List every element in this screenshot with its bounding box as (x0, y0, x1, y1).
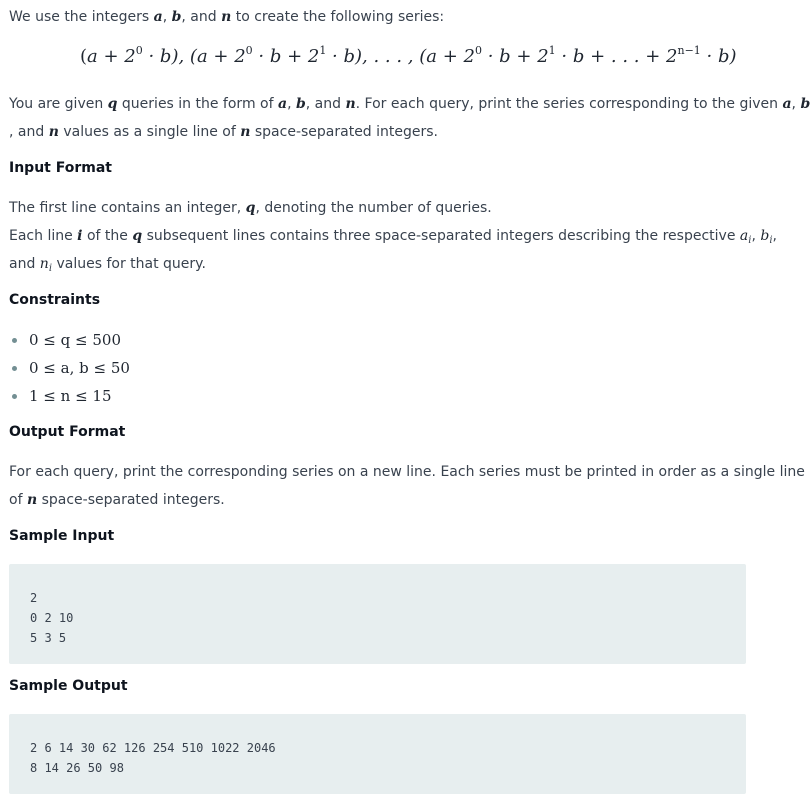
subscript-i: i (769, 235, 773, 246)
input-format-line3 (9, 254, 206, 279)
intro-text-before: We use the integers (9, 9, 154, 25)
var-i: i (77, 228, 83, 244)
var-q: q (107, 96, 118, 112)
text: , (791, 96, 801, 112)
constraint-item: 0 ≤ a, b ≤ 50 (9, 354, 130, 382)
formula-exponent: 1 (548, 44, 556, 57)
intro-comma: , (162, 9, 172, 25)
var-a: a (277, 96, 288, 112)
queries-paragraph-line2 (9, 122, 438, 142)
text: queries in the form of (117, 96, 278, 112)
formula-part: a + 2 (426, 46, 475, 67)
code-line: 2 (30, 591, 38, 605)
text: , (287, 96, 296, 112)
text: and (9, 256, 40, 272)
var-b-i: b (760, 228, 770, 244)
text: values as a single line of (58, 124, 241, 140)
text: space-separated integers. (250, 124, 439, 140)
var-a: a (782, 96, 792, 112)
text: values for that query. (52, 256, 206, 272)
intro-and: , and (181, 9, 222, 25)
formula-part: ( (80, 46, 88, 67)
var-q: q (245, 200, 256, 216)
var-q: q (132, 228, 143, 244)
sample-input-heading: Sample Input (9, 528, 115, 544)
series-formula (80, 44, 737, 67)
sample-output-heading: Sample Output (9, 678, 128, 694)
text: , and (9, 124, 49, 140)
text: Each line (9, 228, 78, 244)
var-b: b (171, 9, 182, 25)
text: . For each query, print the series corresponding to the given (355, 96, 783, 112)
formula-part: · b + . . . + 2 (555, 46, 678, 67)
var-a: a (153, 9, 163, 25)
text: subsequent lines contains three space-separated integers describing the respective (142, 228, 740, 244)
input-format-heading: Input Format (9, 160, 112, 176)
code-line: 8 14 26 50 98 (30, 761, 124, 775)
code-line: 5 3 5 (30, 631, 67, 645)
intro-text (9, 7, 444, 27)
subscript-i: i (48, 263, 53, 274)
var-n: n (221, 9, 232, 25)
var-n: n (48, 124, 59, 140)
text: space-separated integers. (37, 492, 225, 508)
input-format-line1 (9, 198, 492, 218)
formula-exponent: 0 (135, 44, 143, 57)
formula-part: · b + 2 (252, 46, 320, 67)
var-n: n (26, 492, 38, 508)
var-n: n (345, 96, 356, 112)
formula-exponent: 0 (245, 44, 253, 57)
text: , (772, 228, 777, 244)
text: of the (82, 228, 133, 244)
sample-output-block (9, 714, 746, 794)
formula-exponent: 0 (475, 44, 482, 57)
output-format-line1: For each query, print the corresponding series on a new line. Each series must be printed in order as a single line (9, 464, 805, 480)
text: , (751, 228, 761, 244)
formula-part: · b), ( (142, 46, 197, 67)
formula-part: a + 2 (196, 46, 246, 67)
formula-part: a + 2 (87, 46, 136, 67)
formula-part: · b), . . . , ( (326, 46, 427, 67)
constraints-heading: Constraints (9, 292, 101, 308)
text: , denoting the number of queries. (255, 200, 492, 216)
constraint-item: 1 ≤ n ≤ 15 (9, 382, 130, 410)
subscript-i: i (748, 235, 752, 246)
code-line: 2 6 14 30 62 126 254 510 1022 2046 (30, 741, 276, 755)
var-n-i: n (39, 256, 49, 272)
intro-text-after: to create the following series: (231, 9, 445, 25)
queries-paragraph-line1 (9, 94, 810, 114)
text: , and (305, 96, 346, 112)
var-n: n (240, 124, 251, 140)
output-format-line2 (9, 490, 225, 510)
constraints-list (9, 326, 130, 410)
formula-exponent: n−1 (677, 44, 701, 57)
code-line: 0 2 10 (30, 611, 74, 625)
formula-part: · b + 2 (482, 46, 549, 67)
var-b: b (800, 96, 810, 112)
var-b: b (295, 96, 306, 112)
input-format-line2 (9, 226, 777, 251)
constraint-item: 0 ≤ q ≤ 500 (9, 326, 130, 354)
text: You are given (9, 96, 108, 112)
var-a-i: a (739, 228, 749, 244)
formula-part: · b) (700, 46, 737, 67)
formula-exponent: 1 (319, 44, 327, 57)
sample-input-block (9, 564, 746, 664)
text: The first line contains an integer, (9, 200, 246, 216)
text: of (9, 492, 27, 508)
output-format-heading: Output Format (9, 424, 126, 440)
